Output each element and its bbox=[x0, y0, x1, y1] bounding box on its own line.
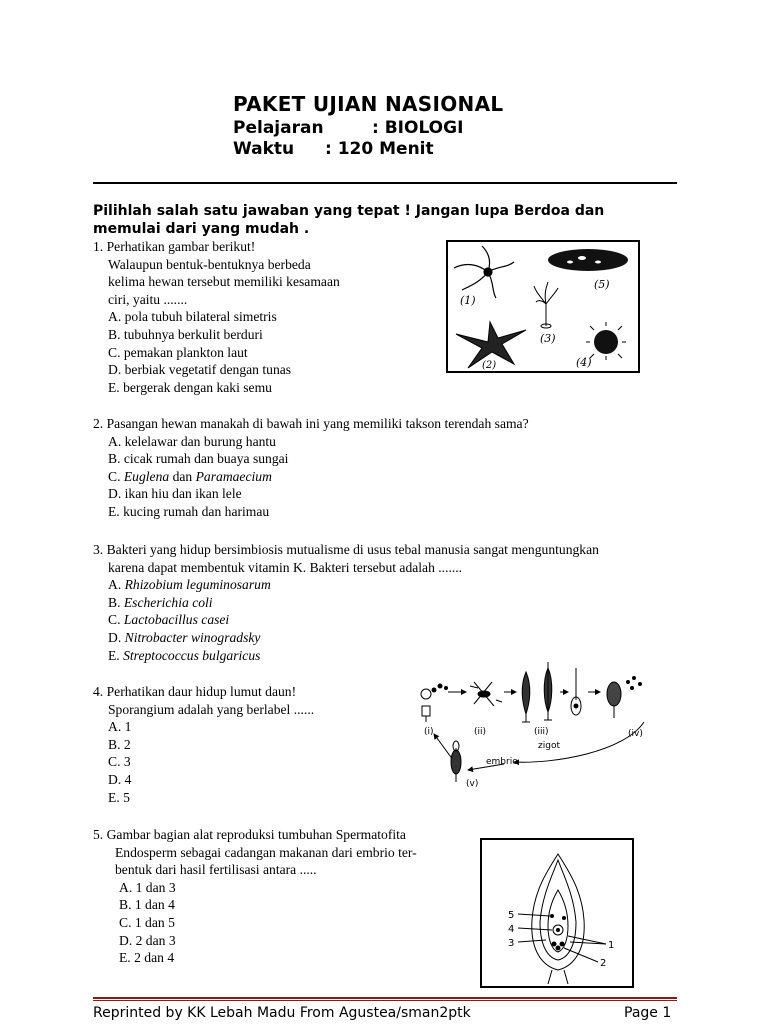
figure-label: 1 bbox=[608, 940, 615, 951]
q1-option-b[interactable]: B. tubuhnya berkulit berduri bbox=[108, 326, 263, 342]
q2-option-d[interactable]: D. ikan hiu dan ikan lele bbox=[108, 486, 242, 502]
time-row bbox=[233, 139, 434, 159]
figure-label: (2) bbox=[482, 360, 497, 371]
figure-label: (iii) bbox=[534, 727, 549, 737]
q5-option-d[interactable]: D. 2 dan 3 bbox=[119, 932, 176, 948]
q5-stem-line: bentuk dari hasil fertilisasi antara ..... bbox=[115, 862, 317, 878]
sporophyte-icon bbox=[571, 668, 581, 715]
embryo-plant-icon bbox=[451, 741, 461, 782]
spore-icon bbox=[421, 684, 448, 722]
figure-label: (ii) bbox=[474, 727, 487, 737]
time-label: Waktu bbox=[233, 139, 295, 159]
q5-stem-line: Endosperm sebagai cadangan makanan dari embrio ter- bbox=[115, 844, 417, 860]
subject-row bbox=[233, 118, 463, 138]
bacteria-name: Rhizobium leguminosarum bbox=[124, 577, 271, 593]
ovule-diagram-icon bbox=[518, 854, 606, 984]
q3-stem: 3. Bakteri yang hidup bersimbiosis mutualisme di usus tebal manusia sangat menguntungkan bbox=[93, 542, 599, 557]
question-4 bbox=[93, 683, 314, 806]
footer-divider-thin bbox=[93, 1000, 677, 1001]
option-letter: C. bbox=[108, 612, 124, 628]
q4-option-b[interactable]: B. 2 bbox=[108, 736, 131, 752]
q4-stem-line: Sporangium adalah yang berlabel ...... bbox=[108, 701, 315, 717]
q1-option-a[interactable]: A. pola tubuh bilateral simetris bbox=[108, 309, 277, 325]
q1-option-d[interactable]: D. berbiak vegetatif dengan tunas bbox=[108, 362, 292, 378]
figure-label: (4) bbox=[576, 356, 592, 369]
q2-option-c-and: dan bbox=[169, 468, 196, 484]
header-divider bbox=[93, 182, 677, 184]
figure-label: 4 bbox=[508, 924, 515, 935]
time-value: : 120 Menit bbox=[325, 139, 434, 159]
figure-label: (iv) bbox=[628, 729, 643, 739]
question-3 bbox=[93, 541, 599, 664]
figure-label: (1) bbox=[460, 294, 476, 307]
subject-label: Pelajaran bbox=[233, 118, 324, 138]
echinoderm-drawing bbox=[448, 242, 638, 371]
q4-option-d[interactable]: D. 4 bbox=[108, 771, 132, 787]
q5-option-e[interactable]: E. 2 dan 4 bbox=[119, 950, 175, 966]
q5-option-c[interactable]: C. 1 dan 5 bbox=[119, 914, 175, 930]
figure-label: embrio bbox=[486, 757, 518, 767]
q3-option-b[interactable] bbox=[93, 594, 599, 612]
question-5 bbox=[93, 826, 417, 967]
q5-stem: 5. Gambar bagian alat reproduksi tumbuhan Spermatofita bbox=[93, 827, 406, 842]
q2-option-e[interactable]: E. kucing rumah dan harimau bbox=[108, 503, 270, 519]
moss-lifecycle-figure bbox=[404, 652, 662, 792]
option-letter: A. bbox=[108, 577, 125, 593]
page-number: Page 1 bbox=[624, 1005, 672, 1021]
q3-option-a[interactable] bbox=[93, 576, 599, 594]
figure-label: (5) bbox=[594, 278, 610, 291]
sea-urchin-icon bbox=[586, 322, 626, 360]
q1-stem-line: kelima hewan tersebut memiliki kesamaan bbox=[108, 274, 340, 290]
footer-credit: Reprinted by KK Lebah Madu From Agustea/sman2ptk bbox=[93, 1005, 471, 1021]
option-letter: E. bbox=[108, 647, 124, 663]
question-1 bbox=[93, 238, 340, 396]
figure-label: 3 bbox=[508, 938, 515, 949]
figure-label: (v) bbox=[466, 779, 479, 789]
q1-option-c[interactable]: C. pemakan plankton laut bbox=[108, 344, 248, 360]
footer-divider bbox=[93, 997, 677, 999]
q1-stem: 1. Perhatikan gambar berikut! bbox=[93, 239, 256, 254]
q2-option-a[interactable]: A. kelelawar dan burung hantu bbox=[108, 433, 276, 449]
bacteria-name: Escherichia coli bbox=[123, 594, 213, 610]
ovule-figure bbox=[480, 838, 634, 988]
q1-option-e[interactable]: E. bergerak dengan kaki semu bbox=[108, 379, 272, 395]
option-letter: B. bbox=[108, 594, 124, 610]
subject-value: : BIOLOGI bbox=[372, 118, 464, 138]
q2-option-c[interactable] bbox=[93, 468, 529, 486]
figure-label: zigot bbox=[538, 741, 560, 751]
figure-label: 5 bbox=[508, 910, 515, 921]
q2-option-c-letter: C. bbox=[108, 468, 124, 484]
moss-plant-icon bbox=[522, 662, 552, 722]
q4-option-c[interactable]: C. 3 bbox=[108, 754, 131, 770]
q4-stem: 4. Perhatikan daur hidup lumut daun! bbox=[93, 684, 297, 699]
question-2 bbox=[93, 415, 529, 521]
q1-stem-line: Walaupun bentuk-bentuknya berbeda bbox=[108, 256, 311, 272]
figure-label: 2 bbox=[600, 958, 607, 969]
q4-option-e[interactable]: E. 5 bbox=[108, 789, 130, 805]
q4-option-a[interactable]: A. 1 bbox=[108, 719, 132, 735]
protonema-icon bbox=[470, 682, 502, 706]
figure-label: (i) bbox=[424, 727, 434, 737]
q2-option-c-genus-2: Paramaecium bbox=[195, 468, 272, 484]
q2-option-b[interactable]: B. cicak rumah dan buaya sungai bbox=[108, 451, 289, 467]
bacteria-name: Nitrobacter winogradsky bbox=[124, 629, 261, 645]
sea-cucumber-icon bbox=[548, 249, 628, 271]
sea-lily-icon bbox=[534, 282, 558, 328]
option-letter: D. bbox=[108, 629, 125, 645]
bacteria-name: Lactobacillus casei bbox=[123, 612, 230, 628]
figure-label: (3) bbox=[540, 332, 556, 345]
q5-option-a[interactable]: A. 1 dan 3 bbox=[119, 879, 176, 895]
q5-option-b[interactable]: B. 1 dan 4 bbox=[119, 897, 175, 913]
q1-stem-line: ciri, yaitu ....... bbox=[108, 291, 188, 307]
capsule-icon bbox=[607, 677, 642, 719]
q3-option-c[interactable] bbox=[93, 611, 599, 629]
instruction-text: Pilihlah salah satu jawaban yang tepat ! Jangan lupa Berdoa dan memulai dari yang mudah . bbox=[93, 203, 605, 237]
ovule-drawing bbox=[482, 840, 632, 986]
moss-lifecycle-drawing bbox=[404, 652, 662, 792]
bacteria-name: Streptococcus bulgaricus bbox=[123, 647, 261, 663]
q3-stem-line: karena dapat membentuk vitamin K. Bakteri tersebut adalah ....... bbox=[108, 559, 463, 575]
page-title: PAKET UJIAN NASIONAL bbox=[233, 92, 504, 116]
echinoderm-figure bbox=[446, 240, 640, 373]
q3-option-d[interactable] bbox=[93, 629, 599, 647]
brittle-star-icon bbox=[454, 246, 514, 298]
q2-option-c-genus-1: Euglena bbox=[123, 468, 170, 484]
q2-stem: 2. Pasangan hewan manakah di bawah ini yang memiliki takson terendah sama? bbox=[93, 416, 529, 431]
